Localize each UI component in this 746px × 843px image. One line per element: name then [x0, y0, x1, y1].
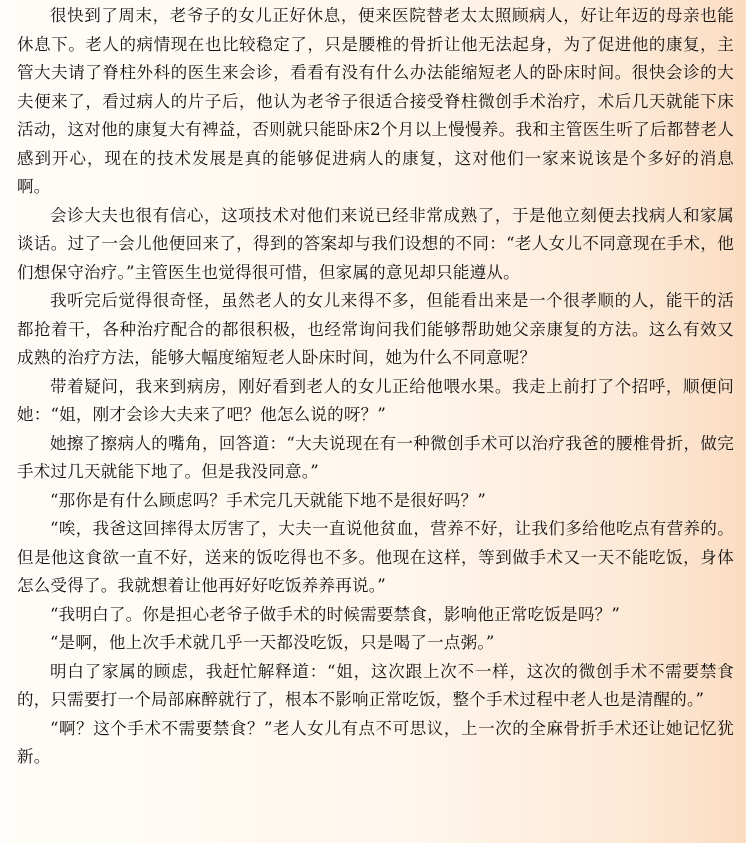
paragraph-5: 她擦了擦病人的嘴角，回答道：“大夫说现在有一种微创手术可以治疗我爸的腰椎骨折，做完手术过几天就能下地了。但是我没同意。” — [17, 433, 734, 481]
paragraph-6: “那你是有什么顾虑吗？手术完几天就能下地不是很好吗？” — [50, 490, 487, 510]
paragraph-10: 明白了家属的顾虑，我赶忙解释道：“姐，这次跟上次不一样，这次的微创手术不需要禁食的，只需要打一个局部麻醉就行了，根本不影响正常吃饭，整个手术过程中老人也是清醒的。” — [17, 661, 734, 709]
paragraph-1: 很快到了周末，老爷子的女儿正好休息，便来医院替老太太照顾病人，好让年迈的母亲也能休息下。老人的病情现在也比较稳定了，只是腰椎的骨折让他无法起身，为了促进他的康复，主管大夫请了脊柱外科的医生来会诊，看看有没有什么办法能缩短老人的卧床时间。很快会诊的大夫便来了，看过病人的片子后，他认为老爷子很适合接受脊柱微创手术治疗，术后几天就能下床活动，这对他的康复大有裨益，否则就只能卧床2个月以上慢慢养。我和主管医生听了后都替老人感到开心，现在的技术发展是真的能够促进病人的康复，这对他们一家来说该是个多好的消息啊。 — [17, 6, 734, 196]
paragraph-3: 我听完后觉得很奇怪，虽然老人的女儿来得不多，但能看出来是一个很孝顺的人，能干的活都抢着干，各种治疗配合的都很积极，也经常询问我们能够帮助她父亲康复的方法。这么有效又成熟的治疗方法，能够大幅度缩短老人卧床时间，她为什么不同意呢？ — [17, 291, 734, 367]
paragraph-9: “是啊，他上次手术就几乎一天都没吃饭，只是喝了一点粥。” — [50, 633, 495, 652]
paragraph-8: “我明白了。你是担心老爷子做手术的时候需要禁食，影响他正常吃饭是吗？” — [50, 604, 621, 624]
paragraph-7: “唉，我爸这回摔得太厉害了，大夫一直说他贫血，营养不好，让我们多给他吃点有营养的。但是他这食欲一直不好，送来的饭吃得也不多。他现在这样，等到做手术又一天不能吃饭，身体怎么受得了。我就想着让他再好好吃饭养养再说。” — [17, 519, 734, 595]
paragraph-11: “啊？这个手术不需要禁食？”老人女儿有点不可思议，上一次的全麻骨折手术还让她记忆犹新。 — [17, 718, 734, 766]
paragraph-4: 带着疑问，我来到病房，刚好看到老人的女儿正给他喂水果。我走上前打了个招呼，顺便问她：“姐，刚才会诊大夫来了吧？他怎么说的呀？” — [17, 376, 734, 424]
paragraph-2: 会诊大夫也很有信心，这项技术对他们来说已经非常成熟了，于是他立刻便去找病人和家属谈话。过了一会儿他便回来了，得到的答案却与我们设想的不同：“老人女儿不同意现在手术，他们想保守治疗。”主管医生也觉得很可惜，但家属的意见却只能遵从。 — [17, 205, 734, 282]
